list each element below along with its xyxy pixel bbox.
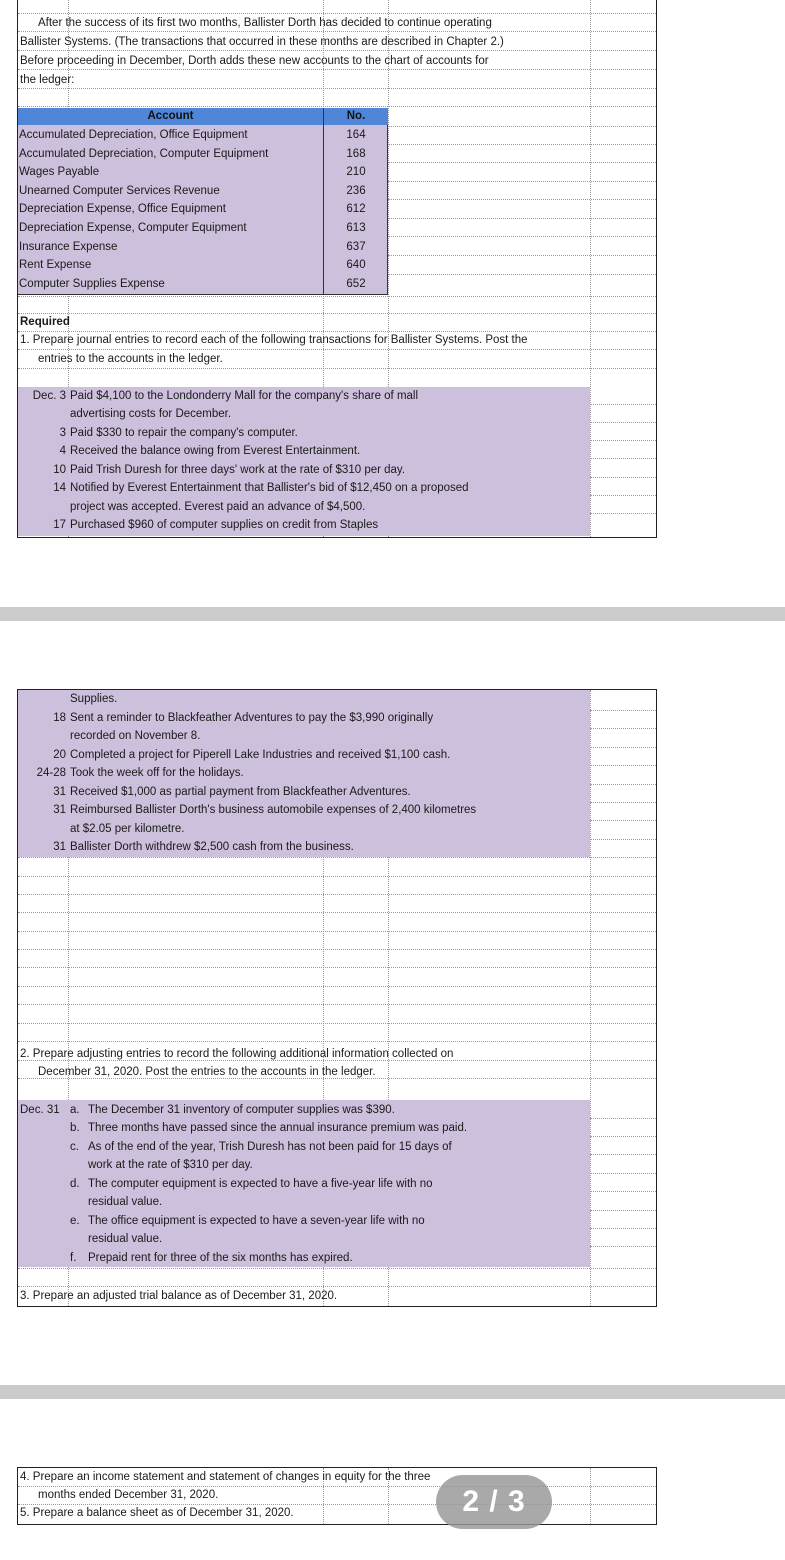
adjustment-letter: d. xyxy=(70,1178,80,1190)
transaction-date: 18 xyxy=(53,712,66,724)
transaction-text: Received $1,000 as partial payment from Blackfeather Adventures. xyxy=(70,786,411,798)
table-row xyxy=(19,219,389,237)
transaction-date: 3 xyxy=(59,427,66,439)
number-column-header: No. xyxy=(324,108,388,125)
transaction-text: Paid Trish Duresh for three days' work at the rate of $310 per day. xyxy=(70,464,406,476)
table-row xyxy=(19,163,389,181)
adjustment-letter: a. xyxy=(70,1104,80,1116)
table-row xyxy=(19,200,389,218)
intro-line: Before proceeding in December, Dorth adds these new accounts to the chart of accounts for xyxy=(20,55,489,67)
transaction-date: 31 xyxy=(53,804,66,816)
transaction-date: Dec. 3 xyxy=(32,390,66,402)
account-number: 612 xyxy=(346,203,366,215)
adjustment-text: As of the end of the year, Trish Duresh has not been paid for 15 days of xyxy=(88,1141,452,1153)
adjustment-text: The December 31 inventory of computer supplies was $390. xyxy=(88,1104,395,1116)
account-number: 236 xyxy=(346,185,366,197)
table-row xyxy=(19,182,389,200)
spreadsheet-page-2 xyxy=(17,689,657,1307)
account-number: 640 xyxy=(346,259,366,271)
account-number: 164 xyxy=(346,129,366,141)
account-number: 637 xyxy=(346,241,366,253)
account-name: Wages Payable xyxy=(19,166,100,178)
transaction-text: Notified by Everest Entertainment that Ballister's bid of $12,450 on a proposed xyxy=(70,482,469,494)
transaction-date: 17 xyxy=(53,519,66,531)
account-number: 613 xyxy=(346,222,366,234)
transaction-date: 24-28 xyxy=(36,767,66,779)
intro-line: After the success of its first two months, Ballister Dorth has decided to continue operating xyxy=(38,17,492,29)
adjustment-text: residual value. xyxy=(88,1233,163,1245)
transaction-text: advertising costs for December. xyxy=(70,408,232,420)
question-2-line: December 31, 2020. Post the entries to the accounts in the ledger. xyxy=(38,1066,376,1078)
adjustment-text: The computer equipment is expected to have a five-year life with no xyxy=(88,1178,433,1190)
account-number: 168 xyxy=(346,148,366,160)
required-heading: Required xyxy=(20,316,70,328)
adjustment-text: work at the rate of $310 per day. xyxy=(88,1159,253,1171)
adjustment-letter: f. xyxy=(70,1252,77,1264)
transaction-text: Received the balance owing from Everest Entertainment. xyxy=(70,445,361,457)
table-row xyxy=(19,126,389,144)
table-row xyxy=(19,256,389,274)
transaction-text: Took the week off for the holidays. xyxy=(70,767,244,779)
transaction-date: 31 xyxy=(53,786,66,798)
account-name: Depreciation Expense, Office Equipment xyxy=(19,203,226,215)
question-2-line: 2. Prepare adjusting entries to record the following additional information collected on xyxy=(20,1048,454,1060)
transaction-text: at $2.05 per kilometre. xyxy=(70,823,185,835)
question-3-line: 3. Prepare an adjusted trial balance as of December 31, 2020. xyxy=(20,1290,338,1302)
transaction-text: Paid $330 to repair the company's computer. xyxy=(70,427,298,439)
transaction-date: 20 xyxy=(53,749,66,761)
adjustment-text: The office equipment is expected to have a seven-year life with no xyxy=(88,1215,425,1227)
transaction-text: Supplies. xyxy=(70,693,118,705)
transaction-text: Reimbursed Ballister Dorth's business automobile expenses of 2,400 kilometres xyxy=(70,804,477,816)
transaction-date: 10 xyxy=(53,464,66,476)
spreadsheet-page-3 xyxy=(17,1467,657,1525)
adjustment-text: Three months have passed since the annual insurance premium was paid. xyxy=(88,1122,468,1134)
transaction-text: recorded on November 8. xyxy=(70,730,201,742)
question-1-line: 1. Prepare journal entries to record each of the following transactions for Ballister Systems. Post the xyxy=(20,334,528,346)
account-name: Depreciation Expense, Computer Equipment xyxy=(19,222,247,234)
account-name: Rent Expense xyxy=(19,259,92,271)
transaction-date: 14 xyxy=(53,482,66,494)
question-4-line: 4. Prepare an income statement and statement of changes in equity for the three xyxy=(20,1471,431,1483)
question-1-line: entries to the accounts in the ledger. xyxy=(38,353,223,365)
transaction-text: Purchased $960 of computer supplies on credit from Staples xyxy=(70,519,379,531)
question-5-line: 5. Prepare a balance sheet as of December 31, 2020. xyxy=(20,1507,294,1519)
page-separator xyxy=(0,1385,785,1399)
table-row xyxy=(19,238,389,256)
adjustment-letter: e. xyxy=(70,1215,80,1227)
account-number: 652 xyxy=(346,278,366,290)
transactions-block xyxy=(18,387,590,536)
question-4-line: months ended December 31, 2020. xyxy=(38,1489,219,1501)
transaction-text: project was accepted. Everest paid an advance of $4,500. xyxy=(70,501,366,513)
transaction-text: Paid $4,100 to the Londonderry Mall for the company's share of mall xyxy=(70,390,419,402)
account-number: 210 xyxy=(346,166,366,178)
adjustment-letter: c. xyxy=(70,1141,79,1153)
adjustment-text: residual value. xyxy=(88,1196,163,1208)
account-name: Unearned Computer Services Revenue xyxy=(19,185,220,197)
transactions-block-continued xyxy=(18,690,590,857)
adjustment-text: Prepaid rent for three of the six months has expired. xyxy=(88,1252,353,1264)
intro-line: Ballister Systems. (The transactions that occurred in these months are described in Chapter 2.) xyxy=(20,36,504,48)
transaction-date: 31 xyxy=(53,841,66,853)
page-indicator-badge: 2 / 3 xyxy=(436,1475,552,1529)
account-column-header: Account xyxy=(18,108,323,125)
account-name: Insurance Expense xyxy=(19,241,118,253)
intro-line: the ledger: xyxy=(20,74,75,86)
account-name: Accumulated Depreciation, Computer Equipment xyxy=(19,148,269,160)
spreadsheet-page-1 xyxy=(17,0,657,538)
transaction-date: 4 xyxy=(59,445,66,457)
account-name: Accumulated Depreciation, Office Equipment xyxy=(19,129,248,141)
adjustment-date: Dec. 31 xyxy=(20,1104,60,1116)
adjustments-block xyxy=(18,1100,590,1267)
adjustment-letter: b. xyxy=(70,1122,80,1134)
page-separator xyxy=(0,607,785,621)
account-name: Computer Supplies Expense xyxy=(19,278,165,290)
table-row xyxy=(19,275,389,293)
table-row xyxy=(19,145,389,163)
transaction-text: Ballister Dorth withdrew $2,500 cash from the business. xyxy=(70,841,354,853)
transaction-text: Sent a reminder to Blackfeather Adventures to pay the $3,990 originally xyxy=(70,712,434,724)
transaction-text: Completed a project for Piperell Lake Industries and received $1,100 cash. xyxy=(70,749,451,761)
